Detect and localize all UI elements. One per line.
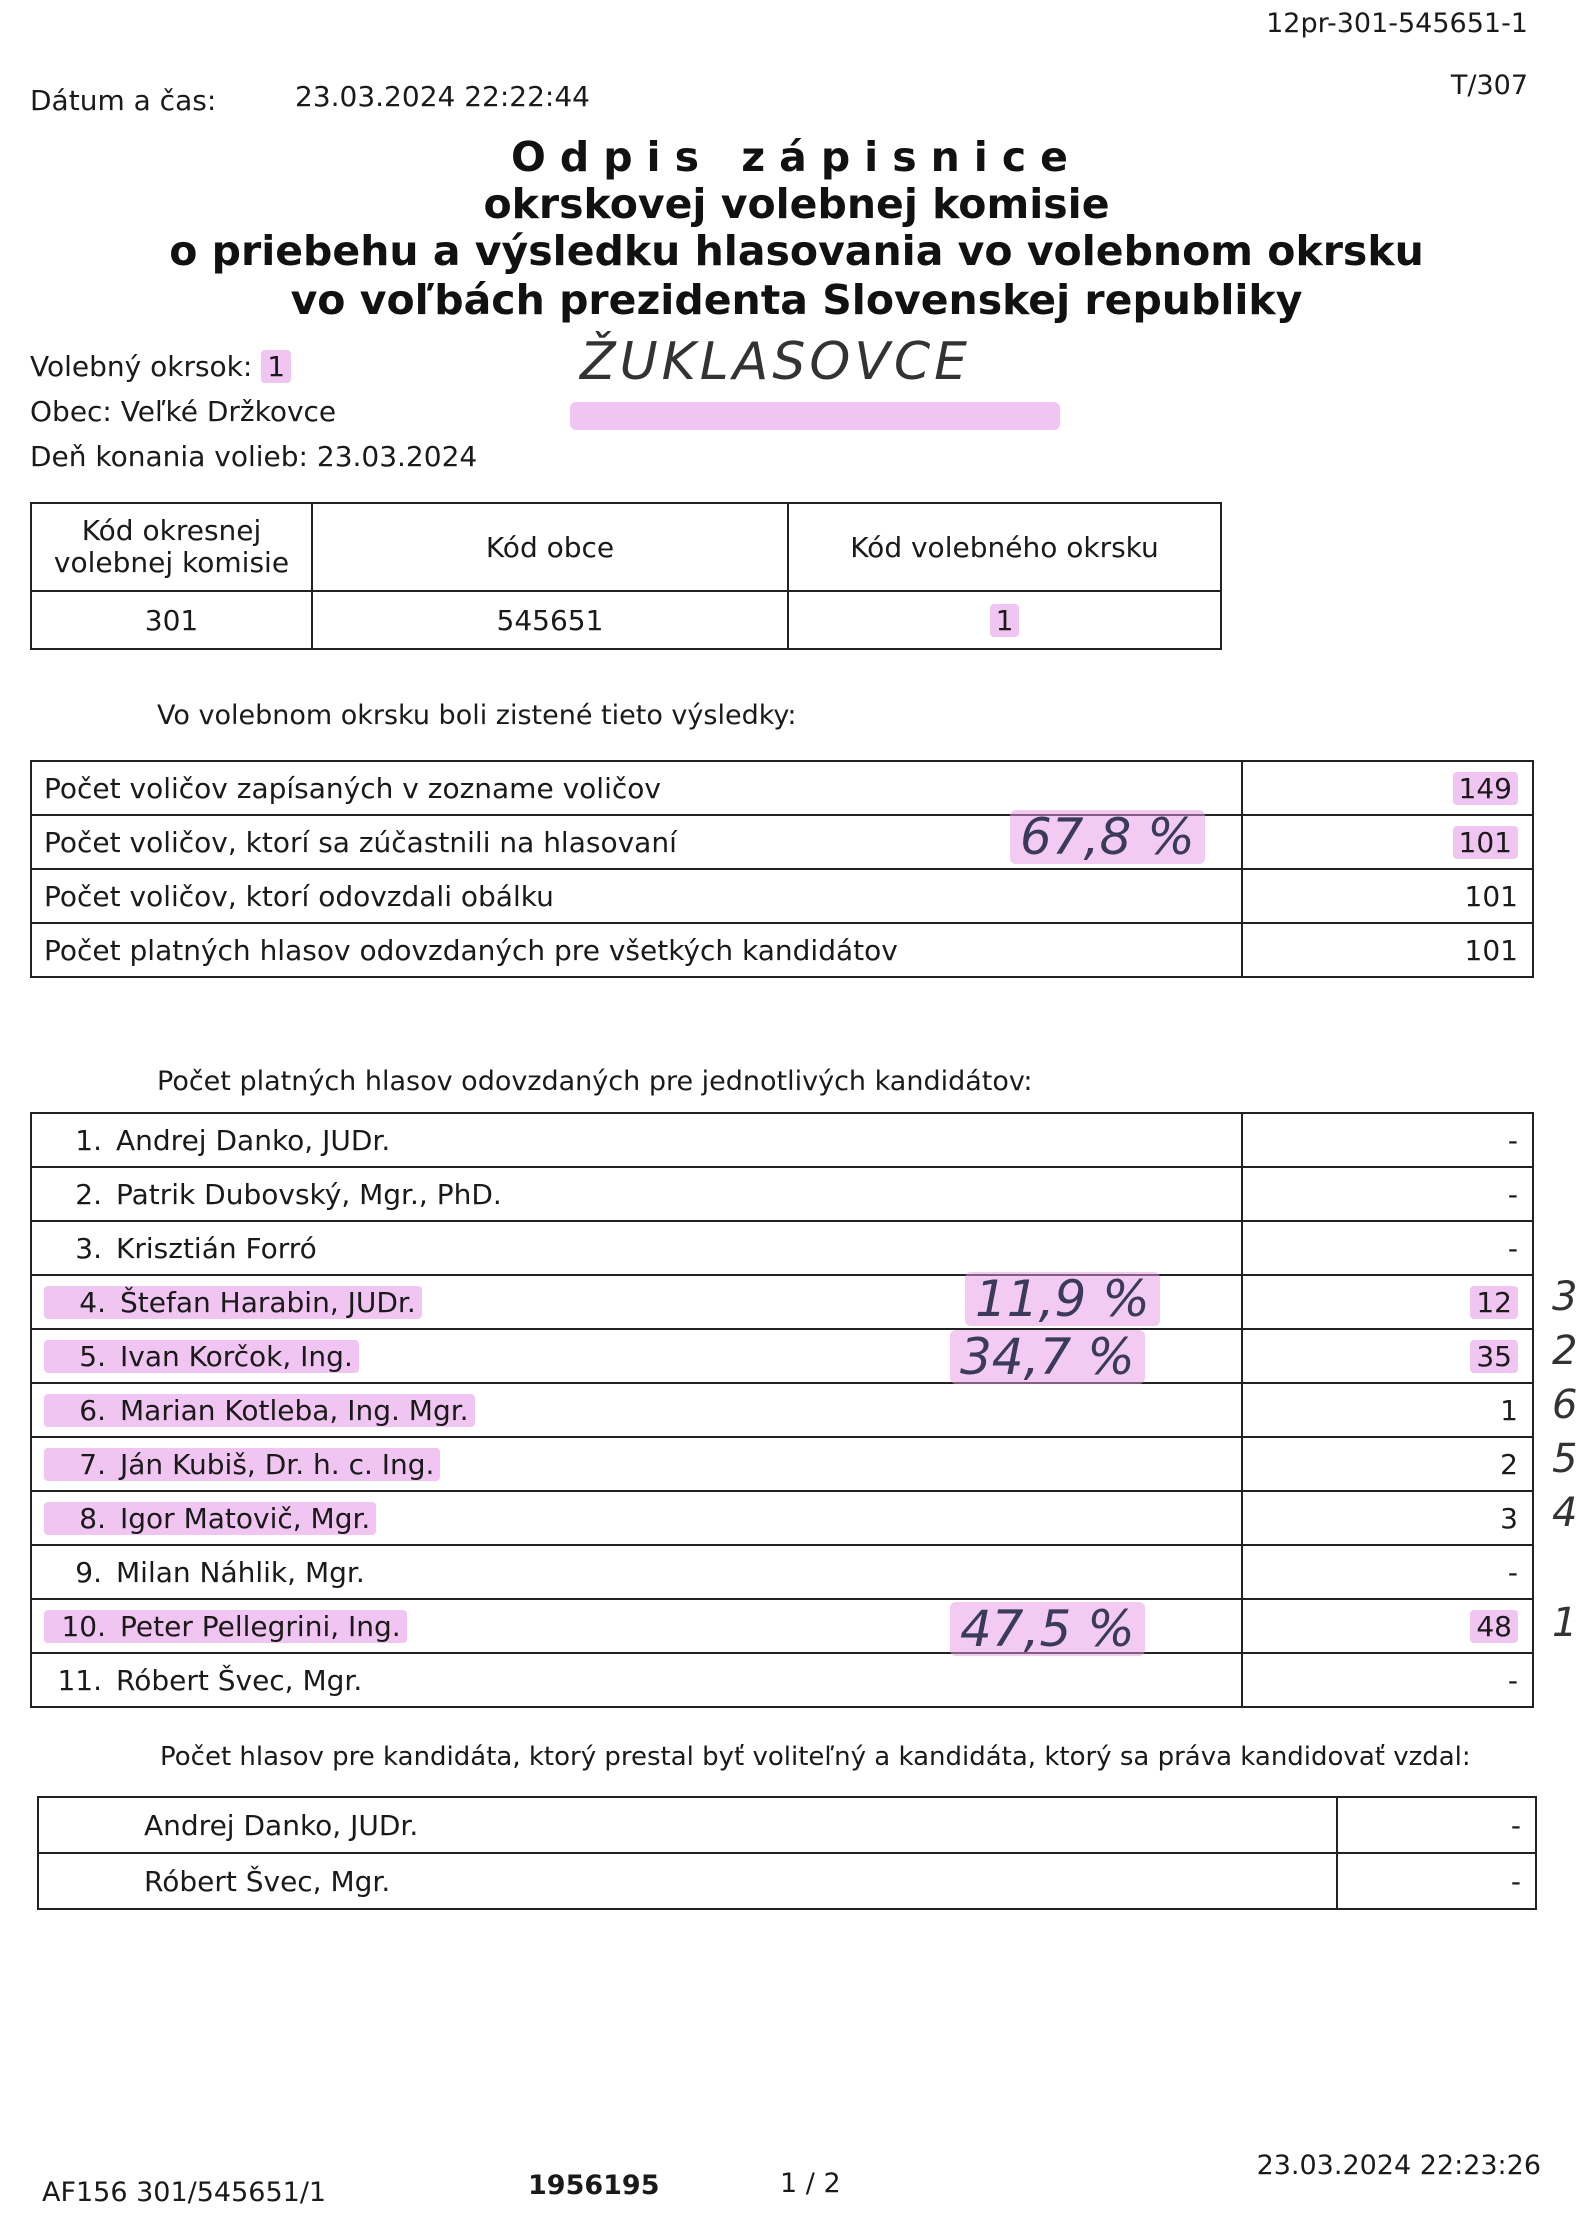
results-row: [31, 923, 1533, 977]
codes-value-municipality: 545651: [312, 591, 788, 649]
candidate-row: [31, 1599, 1533, 1653]
form-code: T/307: [1450, 70, 1528, 101]
district-label: Volebný okrsok:: [30, 350, 253, 383]
withdrawn-votes: -: [1337, 1797, 1536, 1853]
municipality-line: [30, 395, 336, 428]
candidate-votes: 12: [1242, 1275, 1533, 1329]
page-number: 1 / 2: [780, 2168, 841, 2199]
results-caption: Vo volebnom okrsku boli zistené tieto výsledky:: [157, 700, 797, 731]
withdrawn-table: [37, 1796, 1537, 1910]
election-date-value: 23.03.2024: [316, 440, 478, 473]
candidate-votes: 1: [1242, 1383, 1533, 1437]
results-value: 149: [1242, 761, 1533, 815]
title-line-3: o priebehu a výsledku hlasovania vo volebnom okrsku: [169, 227, 1424, 275]
percent-note-korcok: 34,7 %: [950, 1330, 1145, 1384]
candidate-name-cell: 2. Patrik Dubovský, Mgr., PhD.: [31, 1167, 1242, 1221]
title-line-4: vo voľbách prezidenta Slovenskej republiky: [290, 276, 1303, 324]
percent-note-harabin: 11,9 %: [965, 1272, 1160, 1326]
candidate-name-cell: 1. Andrej Danko, JUDr.: [31, 1113, 1242, 1167]
candidates-caption: Počet platných hlasov odovzdaných pre jednotlivých kandidátov:: [157, 1066, 1033, 1097]
candidate-name-cell: 9. Milan Náhlik, Mgr.: [31, 1545, 1242, 1599]
election-date-line: [30, 440, 477, 473]
candidate-name-cell: 11. Róbert Švec, Mgr.: [31, 1653, 1242, 1707]
codes-table: [30, 502, 1222, 650]
municipality-value: Veľké Držkovce: [120, 395, 337, 428]
handwritten-place: ŽUKLASOVCE: [580, 332, 971, 392]
codes-header-municipality: Kód obce: [312, 503, 788, 591]
candidate-row: [31, 1329, 1533, 1383]
candidate-name-cell: 10. Peter Pellegrini, Ing.: [31, 1599, 1242, 1653]
district-line: [30, 350, 291, 383]
results-row: [31, 815, 1533, 869]
candidate-name-cell: 6. Marian Kotleba, Ing. Mgr.: [31, 1383, 1242, 1437]
candidate-row: [31, 1437, 1533, 1491]
withdrawn-name: Andrej Danko, JUDr.: [38, 1797, 1337, 1853]
withdrawn-row: [38, 1797, 1536, 1853]
percent-note-pellegrini: 47,5 %: [950, 1602, 1145, 1656]
results-value: 101: [1242, 869, 1533, 923]
candidates-table: [30, 1112, 1534, 1708]
results-value: 101: [1242, 815, 1533, 869]
municipality-label: Obec:: [30, 395, 112, 428]
candidate-row: [31, 1653, 1533, 1707]
candidate-votes: -: [1242, 1545, 1533, 1599]
candidate-row: [31, 1167, 1533, 1221]
candidate-name-cell: 4. Štefan Harabin, JUDr.: [31, 1275, 1242, 1329]
candidate-name-cell: 5. Ivan Korčok, Ing.: [31, 1329, 1242, 1383]
results-label: Počet voličov, ktorí sa zúčastnili na hlasovaní: [31, 815, 1242, 869]
candidate-name-cell: 3. Krisztián Forró: [31, 1221, 1242, 1275]
results-label: Počet voličov zapísaných v zozname voličov: [31, 761, 1242, 815]
district-value: 1: [261, 350, 291, 383]
candidate-votes: 35: [1242, 1329, 1533, 1383]
withdrawn-row: [38, 1853, 1536, 1909]
withdrawn-caption: Počet hlasov pre kandidáta, ktorý prestal byť voliteľný a kandidáta, ktorý sa práva kandidovať vzdal:: [160, 1742, 1471, 1772]
rank-note: 2: [1552, 1328, 1578, 1374]
rank-note: 6: [1552, 1382, 1578, 1428]
datetime-label: Dátum a čas:: [30, 84, 217, 117]
withdrawn-name: Róbert Švec, Mgr.: [38, 1853, 1337, 1909]
results-row: [31, 869, 1533, 923]
codes-value-district-commission: 301: [31, 591, 312, 649]
candidate-row: [31, 1221, 1533, 1275]
candidate-votes: 3: [1242, 1491, 1533, 1545]
results-value: 101: [1242, 923, 1533, 977]
results-table: [30, 760, 1534, 978]
datetime-value: 23.03.2024 22:22:44: [295, 80, 590, 113]
footer-timestamp: 23.03.2024 22:23:26: [1256, 2150, 1541, 2181]
candidate-votes: -: [1242, 1221, 1533, 1275]
results-label: Počet platných hlasov odovzdaných pre všetkých kandidátov: [31, 923, 1242, 977]
withdrawn-votes: -: [1337, 1853, 1536, 1909]
candidate-votes: -: [1242, 1653, 1533, 1707]
candidate-name-cell: 7. Ján Kubiš, Dr. h. c. Ing.: [31, 1437, 1242, 1491]
footer-reference: AF156 301/545651/1: [42, 2177, 327, 2208]
title-line-1: Odpis zápisnice: [511, 133, 1082, 181]
candidate-votes: -: [1242, 1167, 1533, 1221]
codes-value-polling-district: 1: [788, 591, 1221, 649]
candidate-row: [31, 1383, 1533, 1437]
codes-header-district-commission: Kód okresnej volebnej komisie: [31, 503, 312, 591]
candidate-votes: 48: [1242, 1599, 1533, 1653]
candidate-row: [31, 1545, 1533, 1599]
turnout-percent-note: 67,8 %: [1010, 810, 1205, 864]
footer-serial: 1956195: [528, 2170, 660, 2201]
rank-note: 1: [1552, 1600, 1578, 1646]
candidate-votes: -: [1242, 1113, 1533, 1167]
rank-note: 3: [1552, 1274, 1578, 1320]
document-id: 12pr-301-545651-1: [1266, 8, 1528, 39]
candidate-row: [31, 1113, 1533, 1167]
election-date-label: Deň konania volieb:: [30, 440, 308, 473]
results-row: [31, 761, 1533, 815]
candidate-name-cell: 8. Igor Matovič, Mgr.: [31, 1491, 1242, 1545]
candidate-votes: 2: [1242, 1437, 1533, 1491]
rank-note: 4: [1552, 1490, 1578, 1536]
title-line-2: okrskovej volebnej komisie: [483, 180, 1110, 228]
rank-note: 5: [1552, 1436, 1578, 1482]
results-label: Počet voličov, ktorí odovzdali obálku: [31, 869, 1242, 923]
candidate-row: [31, 1491, 1533, 1545]
place-highlight: [570, 402, 1060, 430]
candidate-row: [31, 1275, 1533, 1329]
codes-header-polling-district: Kód volebného okrsku: [788, 503, 1221, 591]
